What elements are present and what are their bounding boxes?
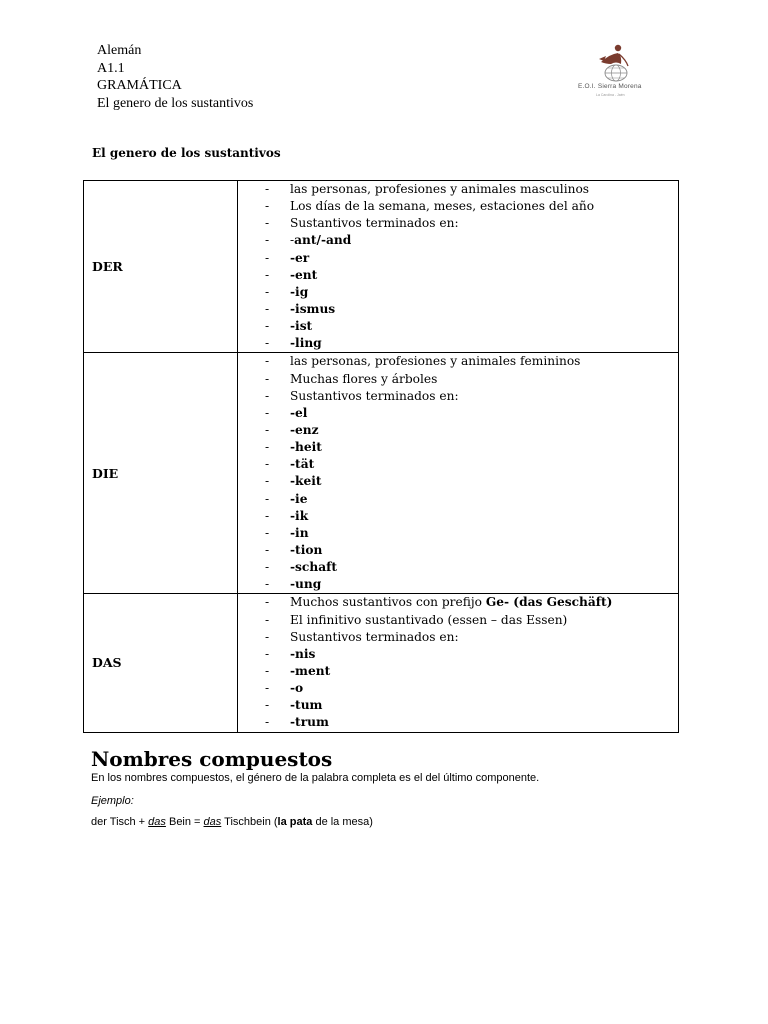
list-item: - -ik bbox=[265, 508, 309, 523]
list-item: - -ant/-and bbox=[265, 233, 352, 248]
list-item: - -o bbox=[265, 681, 304, 696]
list-item: - Muchas flores y árboles bbox=[265, 371, 438, 386]
list-item: - -el bbox=[265, 405, 308, 420]
list-item: - -schaft bbox=[265, 560, 337, 575]
example-sentence: der Tisch + das Bein = das Tischbein (la pata de la mesa) bbox=[91, 816, 373, 828]
list-item: - -trum bbox=[265, 715, 329, 730]
list-item: - -keit bbox=[265, 474, 322, 489]
header-line-subject: GRAMÁTICA bbox=[97, 78, 182, 93]
list-item: - Sustantivos terminados en: bbox=[265, 629, 459, 644]
list-item: - Sustantivos terminados en: bbox=[265, 216, 459, 231]
list-item: - -tät bbox=[265, 457, 315, 472]
rules-der bbox=[238, 181, 679, 353]
list-item: - -ig bbox=[265, 284, 309, 299]
school-logo bbox=[566, 42, 664, 104]
list-item: - Muchos sustantivos con prefijo Ge- (das Geschäft) bbox=[265, 595, 613, 610]
section-title: El genero de los sustantivos bbox=[92, 146, 281, 160]
article-das-underlined: das bbox=[148, 816, 166, 828]
list-item: - -ie bbox=[265, 491, 308, 506]
list-item: - -tum bbox=[265, 698, 323, 713]
table-row-das bbox=[84, 594, 679, 732]
list-item: - -nis bbox=[265, 646, 316, 661]
article-die: DIE bbox=[84, 353, 238, 594]
list-item: - -heit bbox=[265, 440, 322, 455]
article-der: DER bbox=[84, 181, 238, 353]
school-logo-text: E.O.I. Sierra Morena bbox=[578, 83, 642, 90]
list-item: - Los días de la semana, meses, estaciones del año bbox=[265, 199, 595, 214]
list-item: - -in bbox=[265, 525, 309, 540]
list-item: - -ling bbox=[265, 336, 322, 351]
compound-nouns-heading: Nombres compuestos bbox=[91, 747, 333, 771]
list-item: - -enz bbox=[265, 422, 319, 437]
list-item: - -ment bbox=[265, 663, 331, 678]
compound-nouns-explanation: En los nombres compuestos, el género de la palabra completa es el del último componente. bbox=[91, 772, 540, 784]
list-item: - -ent bbox=[265, 267, 318, 282]
school-logo-subtext: La Carolina - Jaén bbox=[596, 93, 625, 97]
list-item: - las personas, profesiones y animales masculinos bbox=[265, 182, 590, 196]
header-line-topic: El genero de los sustantivos bbox=[97, 95, 254, 111]
header-line-language: Alemán bbox=[97, 43, 142, 58]
gender-table bbox=[83, 180, 679, 733]
article-das: DAS bbox=[84, 594, 238, 732]
list-item: - -er bbox=[265, 250, 310, 265]
article-das-underlined: das bbox=[203, 816, 222, 828]
list-item: - -ismus bbox=[265, 301, 336, 316]
list-item: - -ung bbox=[265, 577, 322, 592]
list-item: - las personas, profesiones y animales femininos bbox=[265, 354, 581, 369]
table-row-der bbox=[84, 181, 679, 353]
header-line-level: A1.1 bbox=[97, 60, 125, 76]
rules-die bbox=[238, 353, 679, 594]
example-label: Ejemplo: bbox=[91, 795, 134, 807]
rules-das bbox=[238, 594, 679, 732]
table-row-die bbox=[84, 353, 679, 594]
list-item: - -tion bbox=[265, 542, 323, 557]
list-item: - Sustantivos terminados en: bbox=[265, 388, 459, 403]
translation-bold: la pata bbox=[277, 816, 313, 828]
document-header bbox=[97, 42, 253, 112]
list-item: - -ist bbox=[265, 319, 313, 334]
school-logo-icon bbox=[566, 42, 664, 84]
list-item: - El infinitivo sustantivado (essen – das Essen) bbox=[265, 612, 568, 627]
